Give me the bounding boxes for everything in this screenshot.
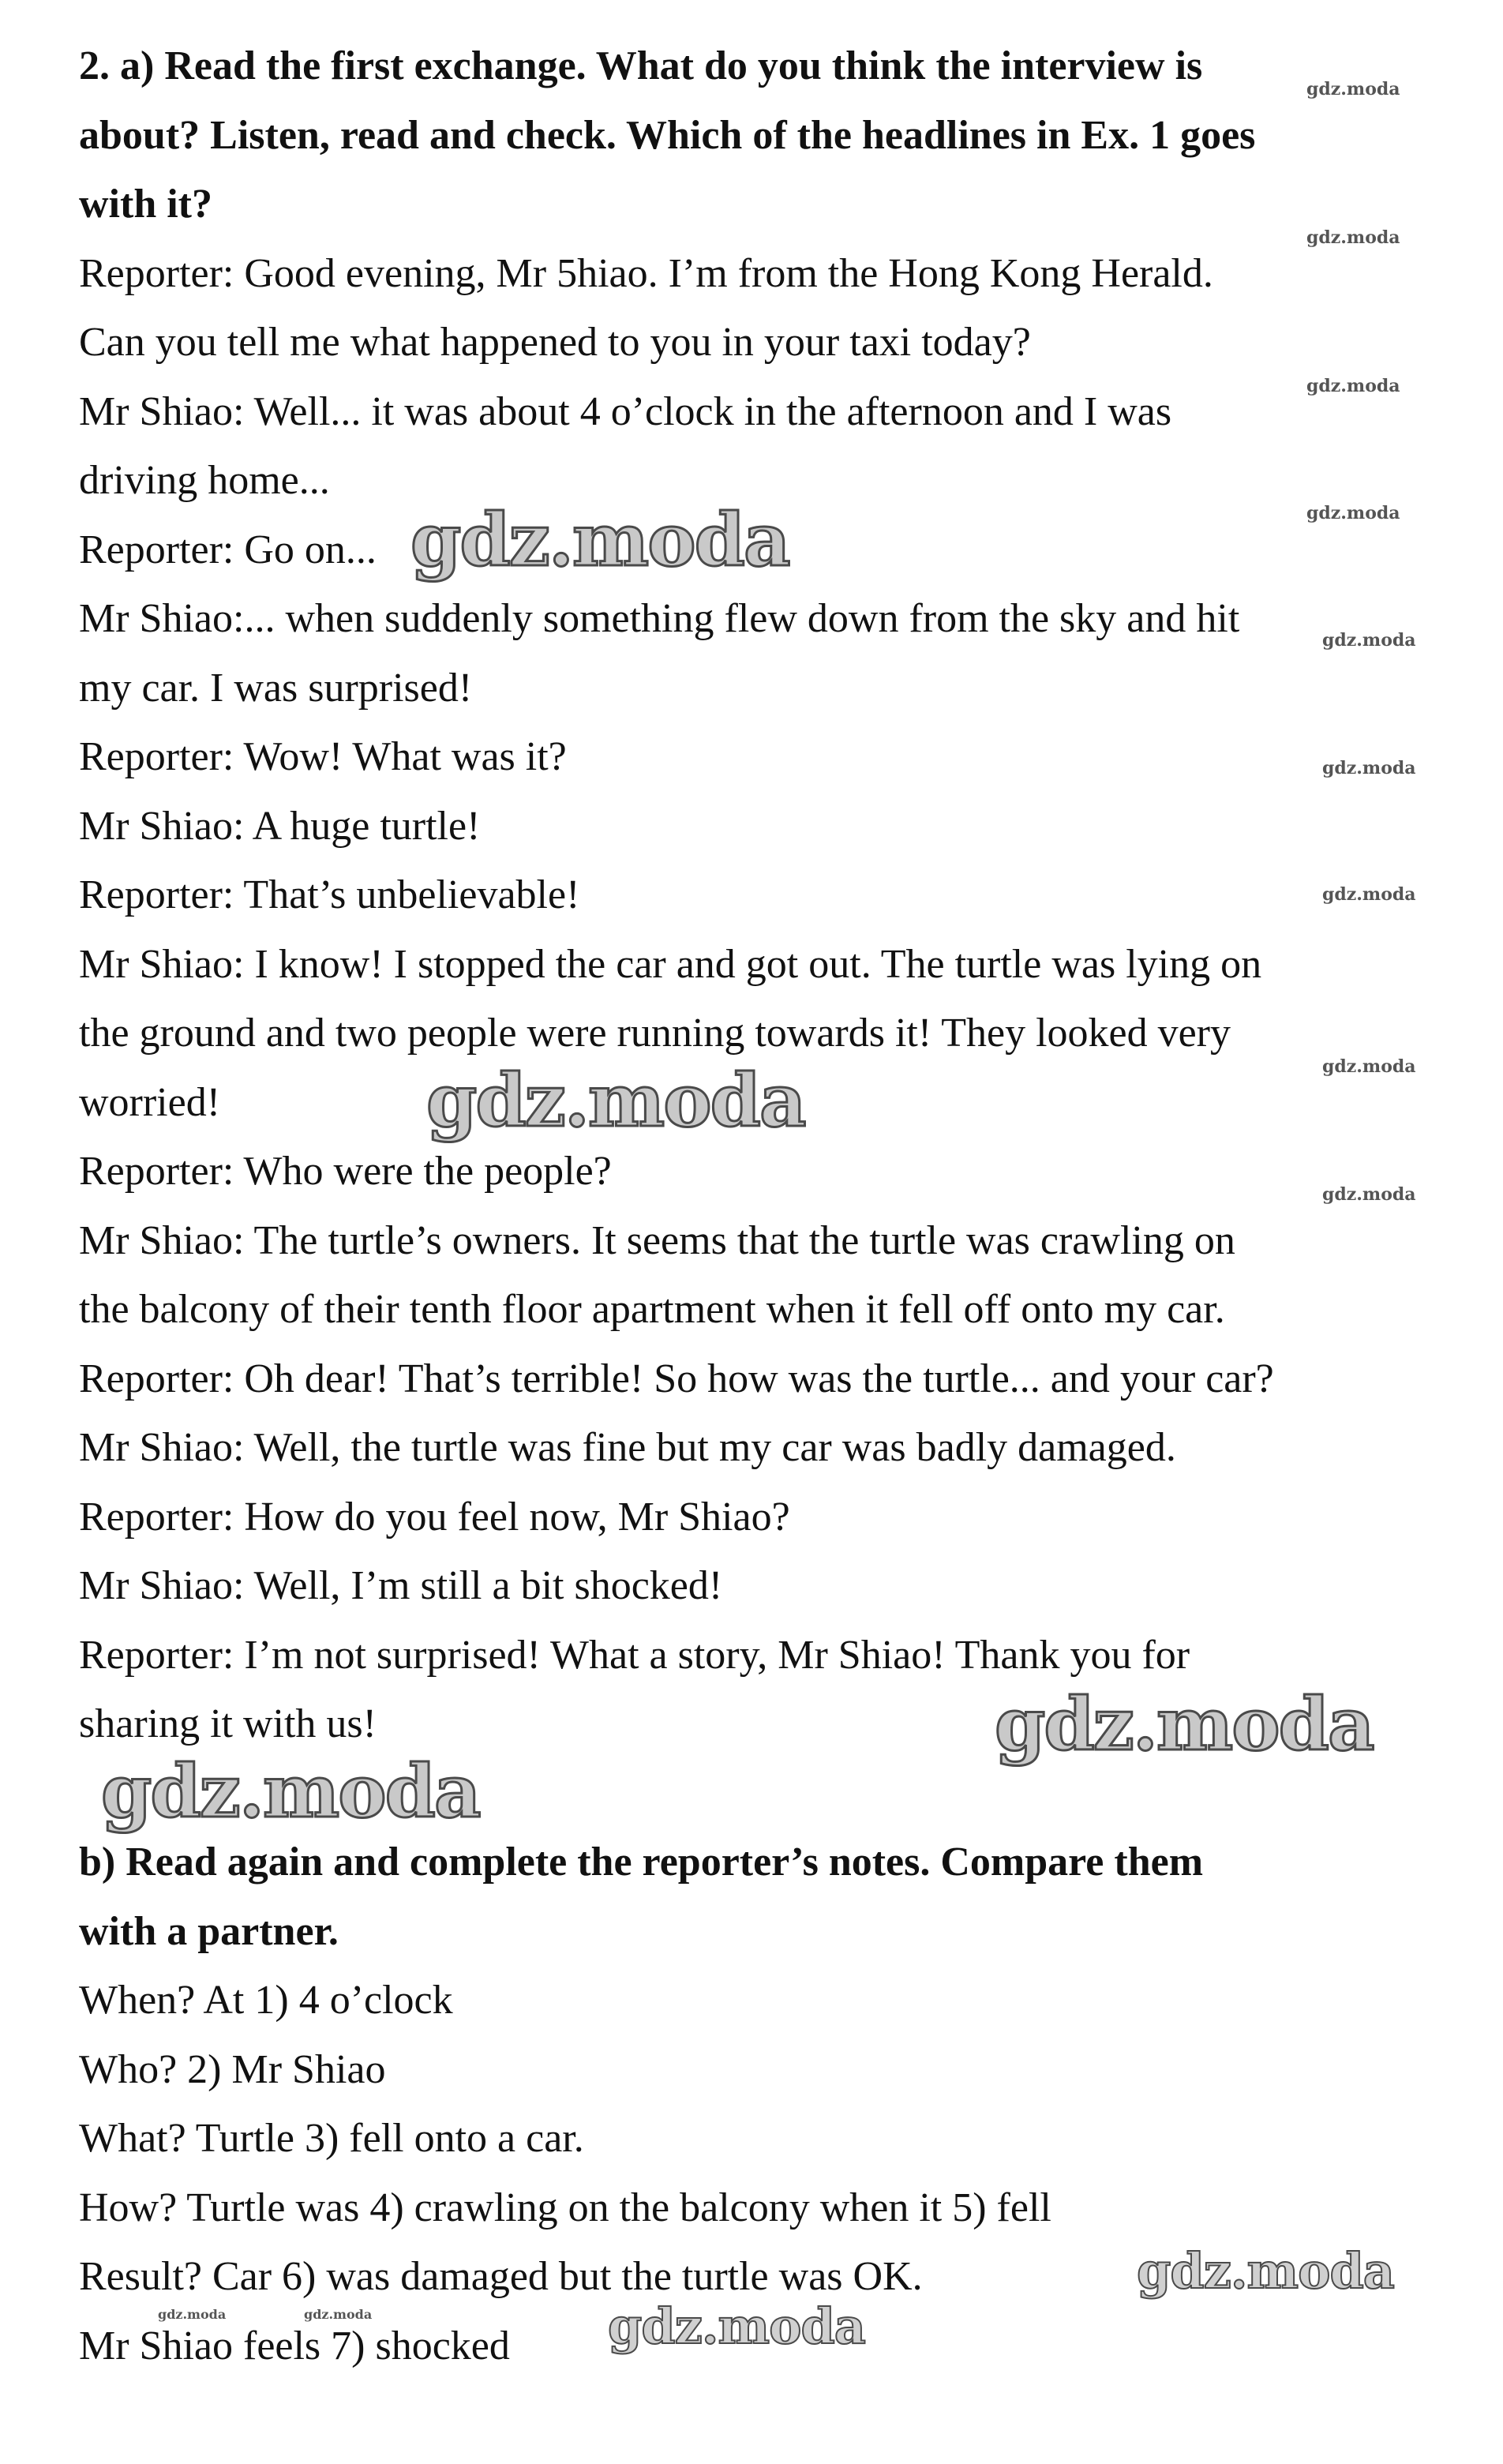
dialogue-line-18: Mr Shiao: Well, the turtle was fine but my car was badly damaged. (79, 1425, 1176, 1470)
part-b-heading-line-1: b) Read again and complete the reporter’s notes. Compare them (79, 1840, 1204, 1885)
dialogue-line-9: Mr Shiao: A huge turtle! (79, 803, 481, 849)
dialogue-line-5: Reporter: Go on... (79, 527, 377, 572)
notes-line-5: Result? Car 6) was damaged but the turtle was OK. (79, 2254, 923, 2299)
blank-spacer (79, 1759, 1437, 1828)
watermark-logo: gdz.moda (995, 1682, 1374, 1767)
dialogue-line-6: Mr Shiao:... when suddenly something flew down from the sky and hit (79, 596, 1240, 641)
watermark-logo: gdz.moda (1306, 503, 1400, 523)
dialogue-line-3: Mr Shiao: Well... it was about 4 o’clock in the afternoon and I was (79, 388, 1172, 434)
part-a-heading-line-1: 2. a) Read the first exchange. What do you think the interview is (79, 43, 1203, 88)
notes-line-1: When? At 1) 4 o’clock (79, 1978, 453, 2023)
dialogue-line-22: sharing it with us! (79, 1701, 377, 1746)
watermark-logo: gdz.moda (304, 2307, 373, 2322)
dialogue-line-8: Reporter: Wow! What was it? (79, 734, 567, 779)
watermark-logo: gdz.moda (426, 1058, 805, 1143)
watermark-logo: gdz.moda (608, 2297, 865, 2355)
dialogue-line-15: Mr Shiao: The turtle’s owners. It seems that the turtle was crawling on (79, 1217, 1235, 1263)
watermark-logo: gdz.moda (1306, 376, 1400, 396)
watermark-logo: gdz.moda (1322, 1056, 1416, 1077)
dialogue-line-13: worried! (79, 1079, 221, 1125)
watermark-logo: gdz.moda (101, 1749, 480, 1834)
dialogue-line-19: Reporter: How do you feel now, Mr Shiao? (79, 1494, 790, 1540)
watermark-logo: gdz.moda (1322, 758, 1416, 778)
watermark-logo: gdz.moda (1306, 227, 1400, 248)
dialogue-line-10: Reporter: That’s unbelievable! (79, 872, 580, 917)
notes-line-6: Mr Shiao feels 7) shocked (79, 2323, 510, 2368)
dialogue-line-17: Reporter: Oh dear! That’s terrible! So how was the turtle... and your car? (79, 1356, 1274, 1401)
dialogue-line-4: driving home... (79, 458, 330, 503)
watermark-logo: gdz.moda (1322, 884, 1416, 905)
dialogue-line-20: Mr Shiao: Well, I’m still a bit shocked! (79, 1563, 723, 1608)
watermark-logo: gdz.moda (1306, 79, 1400, 99)
watermark-logo: gdz.moda (158, 2307, 227, 2322)
part-a-heading-line-2: about? Listen, read and check. Which of the headlines in Ex. 1 goes (79, 112, 1256, 158)
part-b-heading-line-2: with a partner. (79, 1908, 339, 1954)
dialogue-line-1: Reporter: Good evening, Mr 5hiao. I’m from the Hong Kong Herald. (79, 250, 1213, 296)
notes-line-2: Who? 2) Mr Shiao (79, 2046, 386, 2092)
dialogue-line-16: the balcony of their tenth floor apartment when it fell off onto my car. (79, 1287, 1225, 1332)
watermark-logo: gdz.moda (1322, 1184, 1416, 1205)
watermark-logo: gdz.moda (1322, 630, 1416, 651)
notes-line-4: How? Turtle was 4) crawling on the balcony when it 5) fell (79, 2185, 1051, 2230)
dialogue-line-14: Reporter: Who were the people? (79, 1149, 612, 1194)
dialogue-line-2: Can you tell me what happened to you in your taxi today? (79, 320, 1031, 365)
document-page (79, 32, 1437, 2380)
watermark-logo: gdz.moda (1137, 2242, 1394, 2300)
dialogue-line-7: my car. I was surprised! (79, 665, 473, 711)
notes-line-3: What? Turtle 3) fell onto a car. (79, 2116, 584, 2161)
dialogue-line-11: Mr Shiao: I know! I stopped the car and got out. The turtle was lying on (79, 941, 1262, 987)
dialogue-line-12: the ground and two people were running towards it! They looked very (79, 1011, 1231, 1056)
part-a-heading-line-3: with it? (79, 182, 212, 227)
dialogue-line-21: Reporter: I’m not surprised! What a story, Mr Shiao! Thank you for (79, 1632, 1190, 1678)
watermark-logo: gdz.moda (410, 497, 789, 583)
